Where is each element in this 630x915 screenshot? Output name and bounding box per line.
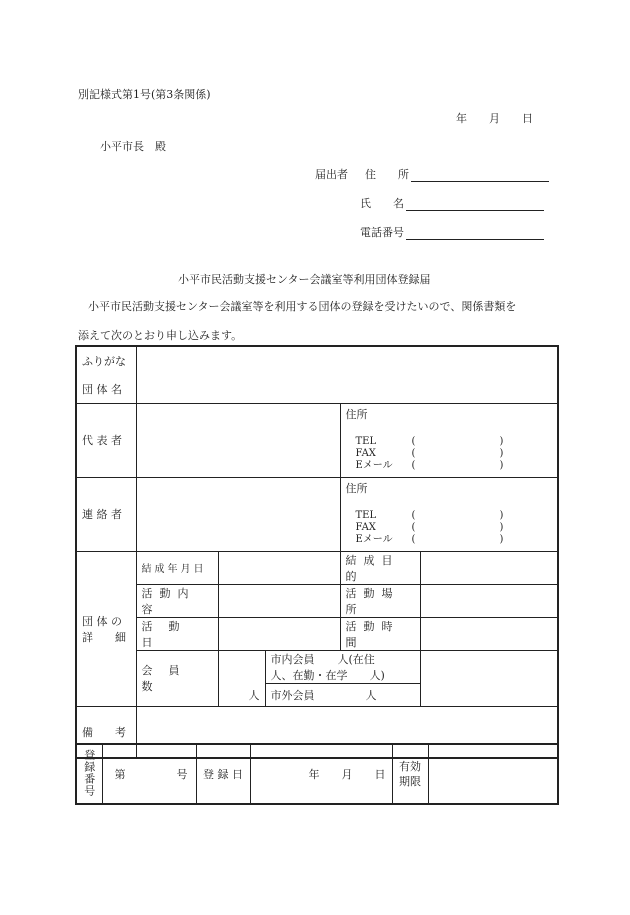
- activity-content-field[interactable]: [218, 584, 340, 617]
- contact-person-label: 連 絡 者: [76, 477, 136, 551]
- name-underline[interactable]: [406, 198, 544, 211]
- representative-name-field[interactable]: [136, 403, 340, 477]
- address-label: 住 所: [365, 168, 409, 181]
- group-details-label-line1: 団 体 の: [82, 614, 122, 628]
- contact-email-label: Eメール: [355, 533, 393, 545]
- activity-place-field[interactable]: [420, 584, 558, 617]
- contact-fax-close: ): [499, 521, 504, 533]
- phone-underline[interactable]: [406, 227, 544, 240]
- rep-fax-open: (: [411, 447, 416, 459]
- rep-tel-label: TEL: [355, 435, 377, 447]
- rep-fax-close: ): [499, 447, 504, 459]
- rep-tel-open: (: [411, 435, 416, 447]
- group-name-field[interactable]: [136, 375, 558, 403]
- group-details-label: [76, 551, 136, 706]
- phone-label: 電話番号: [360, 226, 404, 239]
- rep-fax-label: FAX: [355, 447, 376, 459]
- validity-field[interactable]: [428, 744, 558, 804]
- contact-tel-label: TEL: [355, 509, 377, 521]
- contact-email-open: (: [411, 533, 416, 545]
- rep-tel-close: ): [499, 435, 504, 447]
- validity-label-line1: 有効: [399, 760, 421, 773]
- representative-address-label: 住所: [345, 407, 368, 421]
- reg-date-label: 登 録 日: [196, 744, 250, 804]
- members-count-unit: 人: [248, 688, 260, 702]
- contact-address-label: 住所: [345, 481, 368, 495]
- outside-members-cell[interactable]: [265, 683, 420, 706]
- intro-line-1: 小平市民活動支援センター会議室等を利用する団体の登録を受けたいので、関係書類を: [88, 300, 517, 313]
- contact-tel-open: (: [411, 509, 416, 521]
- name-row: [360, 195, 544, 211]
- remarks-label: 備 考: [76, 706, 136, 758]
- furigana-label: ふりがな: [76, 346, 136, 375]
- addressee: 小平市長 殿: [100, 140, 166, 153]
- reg-number-prefix: 第: [114, 768, 126, 781]
- group-details-label-line2: 詳 細: [82, 630, 126, 644]
- registration-form-table: [75, 345, 559, 759]
- founded-date-label: 結成年月日: [136, 551, 218, 584]
- activity-time-field[interactable]: [420, 617, 558, 650]
- name-label: 氏 名: [360, 197, 404, 210]
- members-count-label: 会員数: [136, 650, 218, 706]
- reg-date-field[interactable]: 年 月 日: [250, 744, 392, 804]
- contact-person-contact[interactable]: [340, 477, 558, 551]
- contact-person-name-field[interactable]: [136, 477, 340, 551]
- rep-email-close: ): [499, 459, 504, 471]
- outside-members-detail: 人: [365, 688, 377, 702]
- city-members-cell[interactable]: [265, 650, 420, 683]
- date-line: 年 月 日: [456, 112, 533, 125]
- contact-tel-close: ): [499, 509, 504, 521]
- reg-number-suffix: 号: [176, 768, 188, 781]
- phone-row: [360, 224, 544, 240]
- city-members-label: 市内会員: [270, 652, 315, 666]
- contact-email-close: ): [499, 533, 504, 545]
- members-count-field[interactable]: [218, 650, 265, 706]
- registration-office-table: [75, 743, 559, 805]
- representative-label: 代 表 者: [76, 403, 136, 477]
- activity-content-label: 活動内容: [136, 584, 218, 617]
- submitter-label: 届出者: [315, 168, 348, 181]
- contact-fax-open: (: [411, 521, 416, 533]
- validity-label: [392, 744, 428, 804]
- founded-date-field[interactable]: [218, 551, 340, 584]
- activity-days-label: 活動日: [136, 617, 218, 650]
- rep-email-label: Eメール: [355, 459, 393, 471]
- purpose-label: 結成目的: [340, 551, 420, 584]
- activity-time-label: 活動時間: [340, 617, 420, 650]
- reg-number-label-text: 登録番号: [82, 748, 96, 797]
- purpose-field[interactable]: [420, 551, 558, 584]
- outside-members-label: 市外会員: [270, 688, 315, 702]
- reg-number-field[interactable]: [102, 744, 196, 804]
- group-name-label: 団 体 名: [76, 375, 136, 403]
- city-members-detail: 人(在住 人、在勤・在学 人): [270, 652, 397, 682]
- representative-contact[interactable]: [340, 403, 558, 477]
- intro-line-2: 添えて次のとおり申し込みます。: [78, 329, 243, 342]
- address-underline[interactable]: [411, 169, 549, 182]
- reg-number-label: [76, 744, 102, 804]
- submitter-address-row: [315, 166, 549, 182]
- activity-place-label: 活動場所: [340, 584, 420, 617]
- form-number: 別記様式第1号(第3条関係): [78, 88, 211, 101]
- rep-email-open: (: [411, 459, 416, 471]
- validity-label-line2: 期限: [399, 775, 421, 788]
- furigana-field[interactable]: [136, 346, 558, 375]
- form-title: 小平市民活動支援センター会議室等利用団体登録届: [178, 273, 431, 286]
- activity-days-field[interactable]: [218, 617, 340, 650]
- contact-fax-label: FAX: [355, 521, 376, 533]
